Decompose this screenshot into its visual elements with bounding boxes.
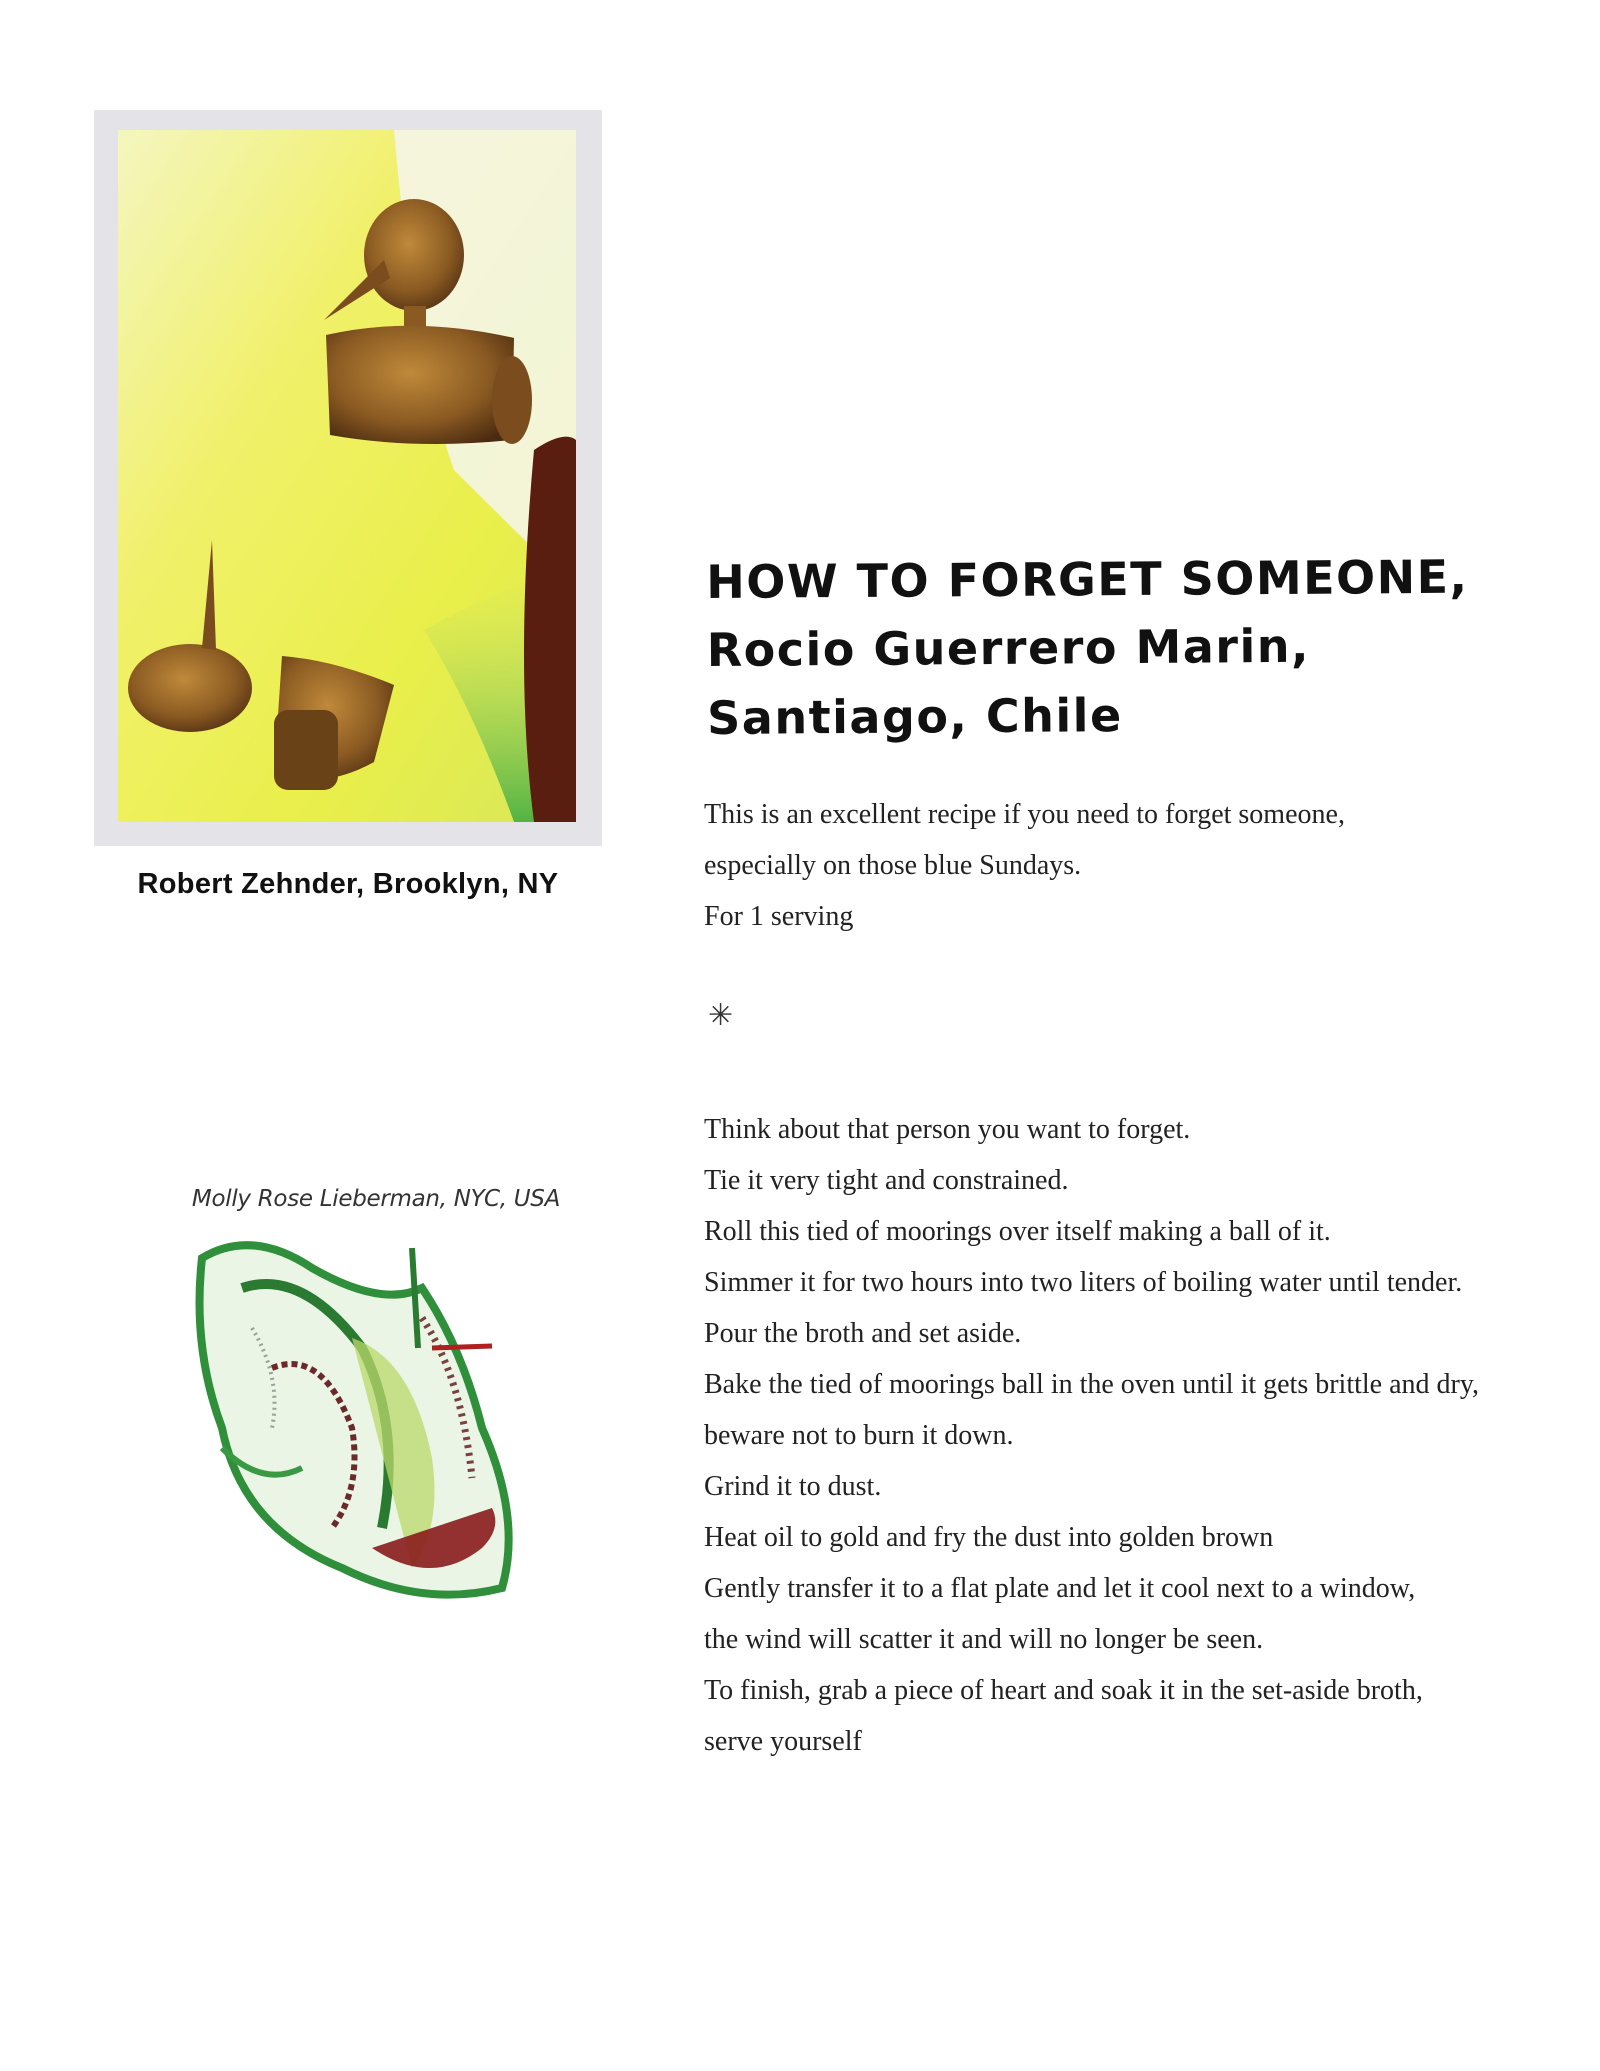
step-line: Grind it to dust. [704,1471,882,1502]
intro-line: This is an excellent recipe if you need to forget someone, [704,799,1345,830]
abstract-drawing [182,1228,552,1608]
recipe-title-line: HOW TO FORGET SOMEONE, [706,549,1469,609]
step-line: Heat oil to gold and fry the dust into golden brown [704,1522,1274,1553]
step-line: Simmer it for two hours into two liters of boiling water until tender. [704,1267,1463,1298]
step-line: Think about that person you want to forget. [704,1114,1191,1145]
recipe-title [706,542,1567,752]
step-line: Gently transfer it to a flat plate and let it cool next to a window, [704,1573,1416,1604]
abstract-drawing-image [182,1228,552,1608]
artwork-caption-bottom: Molly Rose Lieberman, NYC, USA [191,1186,560,1212]
intro-line: For 1 serving [704,901,854,932]
step-line: the wind will scatter it and will no longer be seen. [704,1624,1264,1655]
step-line: beware not to burn it down. [704,1420,1014,1451]
recipe-intro [704,789,1584,942]
artwork-caption-top: Robert Zehnder, Brooklyn, NY [137,868,559,900]
step-line: To finish, grab a piece of heart and soak it in the set-aside broth, [704,1675,1423,1706]
recipe-steps [704,1104,1584,1767]
recipe-title-line: Rocio Guerrero Marin, [706,618,1311,677]
separator-asterisk: ✳ [708,998,734,1033]
step-line: Pour the broth and set aside. [704,1318,1022,1349]
step-line: Roll this tied of moorings over itself making a ball of it. [704,1216,1331,1247]
painting-wooden-puppets-image [94,110,602,846]
step-line: serve yourself [704,1726,862,1757]
step-line: Bake the tied of moorings ball in the oven until it gets brittle and dry, [704,1369,1480,1400]
step-line: Tie it very tight and constrained. [704,1165,1069,1196]
painting-wooden-puppets [94,110,602,846]
intro-line: especially on those blue Sundays. [704,850,1082,881]
recipe-title-line: Santiago, Chile [706,688,1123,745]
